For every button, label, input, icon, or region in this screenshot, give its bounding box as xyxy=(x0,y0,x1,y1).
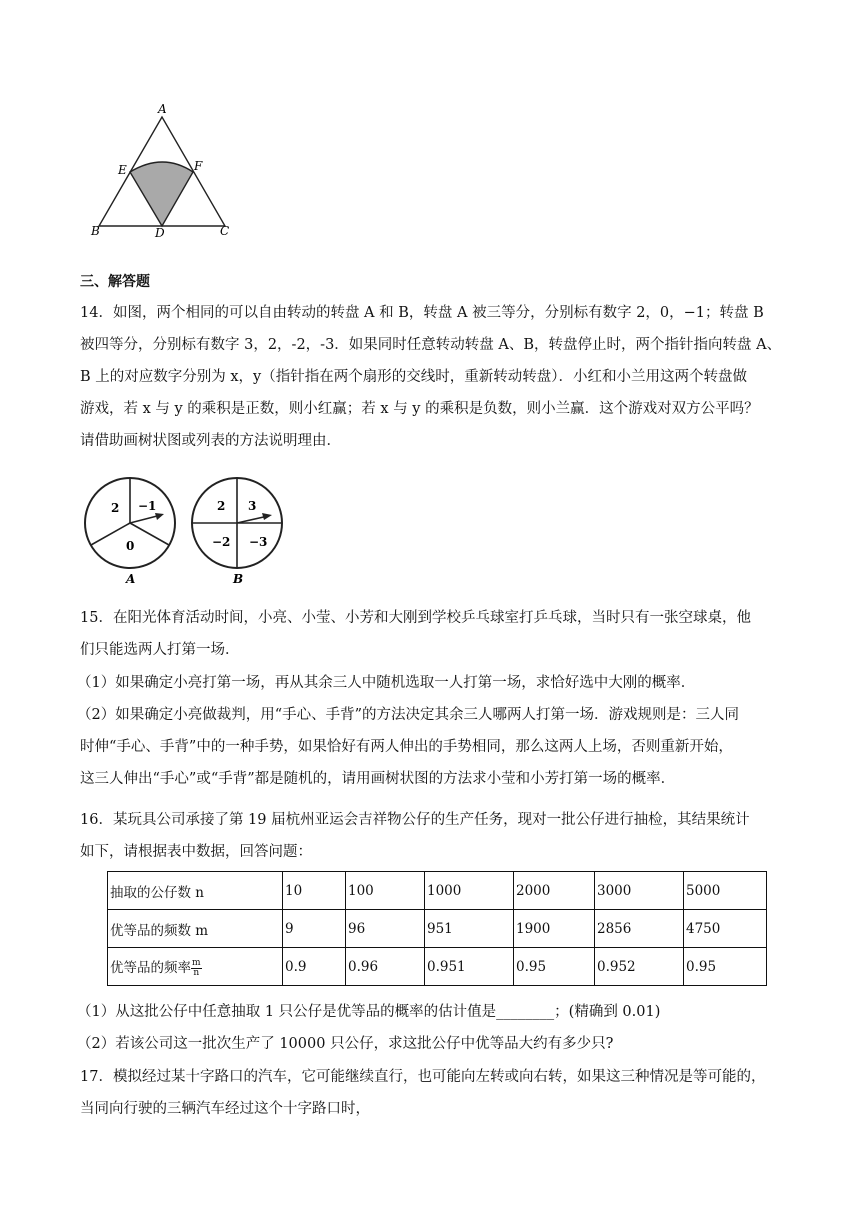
table-cell: 1000 xyxy=(425,872,514,910)
q15-line-5: 时伸“手心、手背”中的一种手势，如果恰好有两人伸出的手势相同，那么这两人上场，否则重新开始， xyxy=(80,739,733,755)
sampling-table xyxy=(107,871,767,986)
table-row xyxy=(108,910,767,948)
spinner-a-number-0: 0 xyxy=(126,539,135,553)
label-f: F xyxy=(194,159,203,173)
spinner-b-number-2: 2 xyxy=(217,499,226,513)
table-cell: 抽取的公仔数 n xyxy=(108,872,283,910)
table-cell: 951 xyxy=(425,910,514,948)
q16-line-1: 16．某玩具公司承接了第 19 届杭州亚运会吉祥物公仔的生产任务，现对一批公仔进行抽检，其结果统计 xyxy=(80,812,750,828)
table-cell: 100 xyxy=(346,872,425,910)
q17-line-1: 17．模拟经过某十字路口的汽车，它可能继续直行，也可能向左转或向右转，如果这三种情况是等可能的， xyxy=(80,1069,766,1085)
q16-line-2: 如下，请根据表中数据，回答问题： xyxy=(80,844,312,860)
table-cell: 优等品的频数 m xyxy=(108,910,283,948)
q15-line-4: （2）如果确定小亮做裁判，用“手心、手背”的方法决定其余三人哪两人打第一场．游戏规则是：三人同 xyxy=(77,707,740,723)
q14-line-1: 14．如图，两个相同的可以自由转动的转盘 A 和 B，转盘 A 被三等分，分别标有数字 2，0，−1；转盘 B xyxy=(80,305,764,321)
table-cell: 96 xyxy=(346,910,425,948)
table-cell: 0.9 xyxy=(283,948,346,986)
shaded-sector xyxy=(130,162,193,226)
spinner-b xyxy=(192,478,282,586)
spinner-b-number-minus2: −2 xyxy=(212,535,231,549)
table-cell: 5000 xyxy=(684,872,767,910)
table-cell: 10 xyxy=(283,872,346,910)
q14-line-3: B 上的对应数字分别为 x，y（指针指在两个扇形的交线时，重新转动转盘）．小红和小兰用这两个转盘做 xyxy=(80,369,747,385)
spinner-a xyxy=(85,478,175,586)
section-heading: 三、解答题 xyxy=(80,274,150,290)
table-cell: 0.952 xyxy=(595,948,684,986)
table-row xyxy=(108,872,767,910)
label-c: C xyxy=(220,224,230,238)
table-row xyxy=(108,948,767,986)
q14-line-4: 游戏，若 x 与 y 的乘积是正数，则小红赢；若 x 与 y 的乘积是负数，则小兰赢．这个游戏对双方公平吗？ xyxy=(80,401,759,417)
spinner-b-label: B xyxy=(233,572,244,586)
table-cell: 0.95 xyxy=(514,948,595,986)
label-e: E xyxy=(118,163,127,177)
table-cell xyxy=(108,948,283,986)
spinner-a-label: A xyxy=(126,572,136,586)
table-cell: 0.96 xyxy=(346,948,425,986)
table-cell: 3000 xyxy=(595,872,684,910)
spinner-a-number-2: 2 xyxy=(111,501,120,515)
table-cell: 2856 xyxy=(595,910,684,948)
spinner-b-number-3: 3 xyxy=(248,499,257,513)
spinner-a-number-minus1: −1 xyxy=(138,499,157,513)
table-cell: 0.951 xyxy=(425,948,514,986)
table-cell: 0.95 xyxy=(684,948,767,986)
table-cell: 2000 xyxy=(514,872,595,910)
label-a: A xyxy=(158,102,167,116)
q15-line-6: 这三人伸出“手心”或“手背”都是随机的，请用画树状图的方法求小莹和小芳打第一场的概率． xyxy=(80,771,676,787)
q16-sub-1: （1）从这批公仔中任意抽取 1 只公仔是优等品的概率的估计值是________；(精确到 0.01) xyxy=(77,1004,661,1020)
q15-line-3: （1）如果确定小亮打第一场，再从其余三人中随机选取一人打第一场，求恰好选中大刚的概率． xyxy=(77,675,696,691)
q15-line-2: 们只能选两人打第一场． xyxy=(80,642,240,658)
q14-line-2: 被四等分，分别标有数字 3，2，-2，-3．如果同时任意转动转盘 A、B，转盘停止时，两个指针指向转盘 A、 xyxy=(80,337,782,353)
freq-label: 优等品的频率 xyxy=(110,959,191,976)
label-d: D xyxy=(155,226,165,240)
table-cell: 4750 xyxy=(684,910,767,948)
table-cell: 9 xyxy=(283,910,346,948)
label-b: B xyxy=(91,224,100,238)
spinner-b-number-minus3: −3 xyxy=(249,535,268,549)
q16-sub-2: （2）若该公司这一批次生产了 10000 只公仔，求这批公仔中优等品大约有多少只? xyxy=(77,1036,614,1052)
q17-line-2: 当同向行驶的三辆汽车经过这个十字路口时， xyxy=(80,1101,370,1117)
q15-line-1: 15．在阳光体育活动时间，小亮、小莹、小芳和大刚到学校乒乓球室打乒乓球，当时只有一张空球桌，他 xyxy=(80,610,751,626)
table-cell: 1900 xyxy=(514,910,595,948)
spinners-figure xyxy=(80,470,290,590)
fraction-m-over-n: $\frac{m}{n}$ xyxy=(192,957,201,978)
q14-line-5: 请借助画树状图或列表的方法说明理由． xyxy=(80,433,341,449)
triangle-sector-figure xyxy=(80,100,250,245)
